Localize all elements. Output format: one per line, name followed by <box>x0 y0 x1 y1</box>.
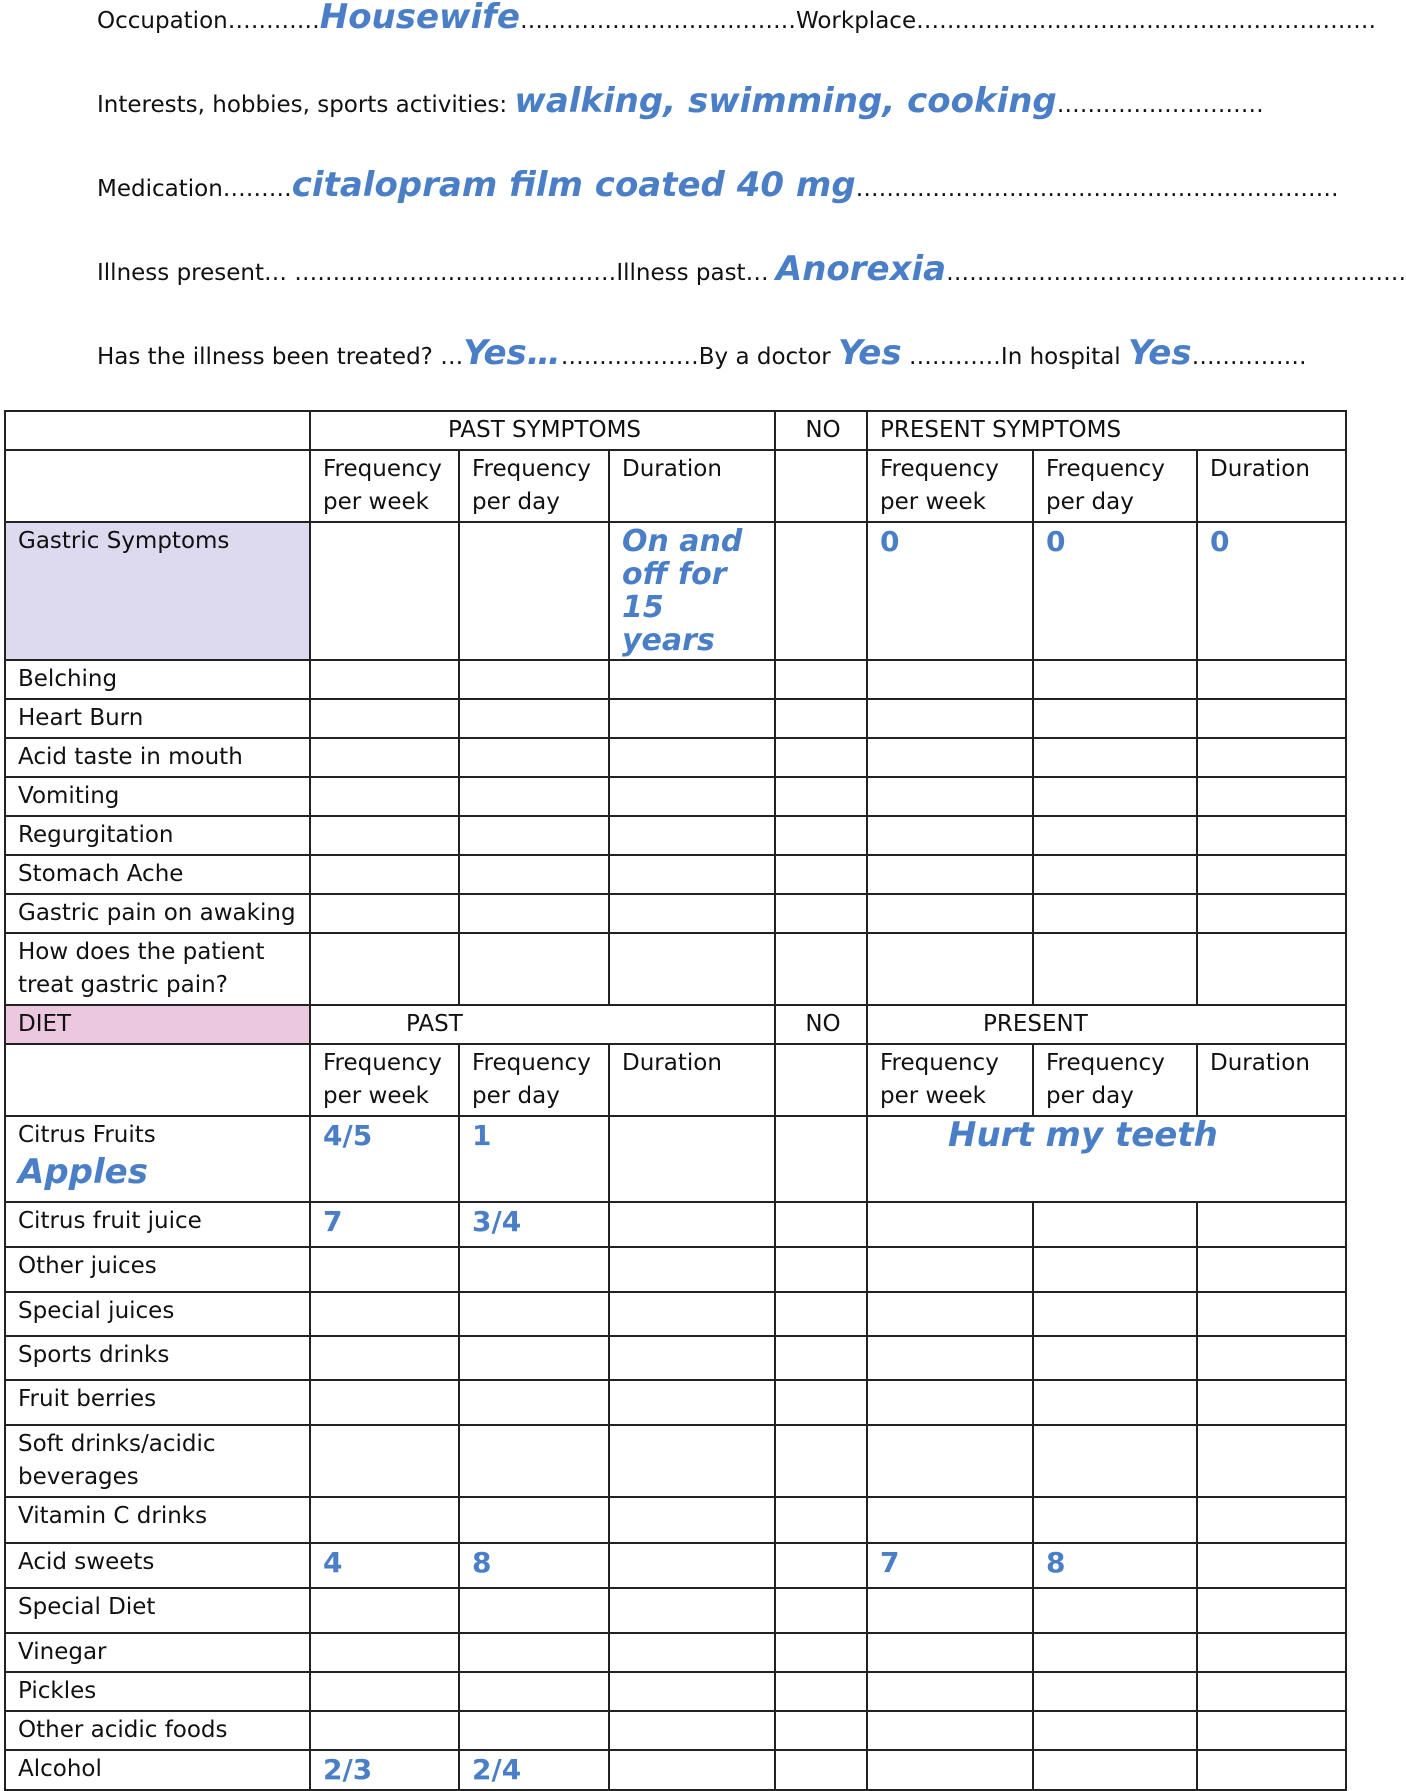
row-label: Gastric pain on awaking <box>5 894 310 933</box>
row-label: Acid sweets <box>5 1543 310 1588</box>
row-label: Belching <box>5 660 310 699</box>
juice-row <box>5 1202 1346 1247</box>
medication-value[interactable]: citalopram film coated 40 mg <box>291 165 856 205</box>
occupation-line <box>97 2 1376 36</box>
col-freq-day: Frequency per day <box>459 1044 609 1116</box>
citrus-present-note[interactable]: Hurt my teeth <box>867 1116 1346 1202</box>
illness-line <box>97 249 1406 289</box>
past-header: PAST <box>310 1005 775 1044</box>
row-label: Other acidic foods <box>5 1711 310 1750</box>
col-duration: Duration <box>609 450 775 522</box>
citrus-label: Citrus Fruits <box>18 1122 156 1148</box>
citrus-row <box>5 1116 1346 1202</box>
cell[interactable] <box>310 522 459 660</box>
table-row <box>5 1425 1346 1497</box>
alcohol-row <box>5 1750 1346 1790</box>
table-row <box>5 855 1346 894</box>
alcohol-past-week[interactable]: 2/3 <box>310 1750 459 1790</box>
medication-label: Medication……… <box>97 176 292 202</box>
row-label: Alcohol <box>5 1750 310 1790</box>
col-duration: Duration <box>1197 450 1346 522</box>
table-row <box>5 1672 1346 1711</box>
doctor-dots: ………… <box>908 344 1001 370</box>
occupation-dots: ……………………………… <box>519 8 796 34</box>
blank-cell <box>775 450 867 522</box>
col-duration: Duration <box>1197 1044 1346 1116</box>
table-row <box>5 777 1346 816</box>
table-row <box>5 738 1346 777</box>
table-row <box>5 1247 1346 1292</box>
acid-past-week[interactable]: 4 <box>310 1543 459 1588</box>
medication-dots: ……………………………………………………… <box>855 176 1339 202</box>
col-freq-week: Frequency per week <box>867 1044 1033 1116</box>
row-label: Vinegar <box>5 1633 310 1672</box>
diet-label: DIET <box>5 1005 310 1044</box>
treated-line <box>97 333 1307 373</box>
interests-label: Interests, hobbies, sports activities: <box>97 92 508 118</box>
citrus-label-cell <box>5 1116 310 1202</box>
table-row <box>5 1380 1346 1425</box>
table-row <box>5 816 1346 855</box>
row-label: Special Diet <box>5 1588 310 1633</box>
row-label: Vomiting <box>5 777 310 816</box>
row-label: Fruit berries <box>5 1380 310 1425</box>
table-row <box>5 1292 1346 1336</box>
col-freq-week: Frequency per week <box>867 450 1033 522</box>
row-label: Other juices <box>5 1247 310 1292</box>
table-row <box>5 1711 1346 1750</box>
illness-past-dots: …………………………………………………… <box>946 260 1406 286</box>
symptoms-diet-table <box>4 410 1347 1791</box>
interests-dots: ……………………… <box>1056 92 1264 118</box>
treated-label: Has the illness been treated? … <box>97 344 464 370</box>
row-label: How does the patient treat gastric pain? <box>5 933 310 1005</box>
workplace-label[interactable]: Workplace…………………………………………………… <box>795 8 1377 34</box>
diet-subheader-row <box>5 1044 1346 1116</box>
hospital-label: In hospital <box>1000 344 1121 370</box>
col-freq-day: Frequency per day <box>1033 450 1197 522</box>
medication-line <box>97 165 1339 205</box>
interests-line <box>97 81 1264 121</box>
juice-past-day[interactable]: 3/4 <box>459 1202 609 1247</box>
col-freq-week: Frequency per week <box>310 1044 459 1116</box>
cell[interactable] <box>775 522 867 660</box>
gastric-present-duration[interactable]: 0 <box>1197 522 1346 660</box>
table-row <box>5 1497 1346 1543</box>
hospital-value[interactable]: Yes <box>1128 333 1192 373</box>
table-row <box>5 1588 1346 1633</box>
citrus-past-week[interactable]: 4/5 <box>310 1116 459 1202</box>
no-header: NO <box>775 411 867 450</box>
illness-past-value[interactable]: Anorexia <box>775 249 947 289</box>
illness-present-label[interactable]: Illness present… …………………………………… <box>97 260 617 286</box>
treated-dots: ……………… <box>560 344 699 370</box>
hospital-dots: …………… <box>1191 344 1307 370</box>
occupation-value[interactable]: Housewife <box>319 0 520 37</box>
row-label: Heart Burn <box>5 699 310 738</box>
acid-sweets-row <box>5 1543 1346 1588</box>
col-freq-week: Frequency per week <box>310 450 459 522</box>
interests-value[interactable]: walking, swimming, cooking <box>514 81 1057 121</box>
doctor-value[interactable]: Yes <box>838 333 902 373</box>
illness-past-label: Illness past… <box>616 260 769 286</box>
row-label: Stomach Ache <box>5 855 310 894</box>
blank-cell <box>5 1044 310 1116</box>
doctor-label: By a doctor <box>698 344 831 370</box>
juice-past-week[interactable]: 7 <box>310 1202 459 1247</box>
treated-value[interactable]: Yes… <box>463 333 561 373</box>
occupation-label: Occupation………… <box>97 8 320 34</box>
symptoms-header-row <box>5 411 1346 450</box>
row-label: Vitamin C drinks <box>5 1497 310 1543</box>
col-freq-day: Frequency per day <box>459 450 609 522</box>
gastric-row <box>5 522 1346 660</box>
row-label: Soft drinks/acidic beverages <box>5 1425 310 1497</box>
acid-past-day[interactable]: 8 <box>459 1543 609 1588</box>
present-symptoms-header: PRESENT SYMPTOMS <box>867 411 1346 450</box>
no-header: NO <box>775 1005 867 1044</box>
present-header: PRESENT <box>867 1005 1346 1044</box>
acid-present-week[interactable]: 7 <box>867 1543 1033 1588</box>
row-label: Acid taste in mouth <box>5 738 310 777</box>
table-row <box>5 1633 1346 1672</box>
blank-cell <box>775 1044 867 1116</box>
table-row <box>5 933 1346 1005</box>
citrus-past-day[interactable]: 1 <box>459 1116 609 1202</box>
gastric-past-duration[interactable]: On and off for 15 years <box>609 522 775 660</box>
gastric-present-day[interactable]: 0 <box>1033 522 1197 660</box>
citrus-hand[interactable]: Apples <box>18 1152 148 1192</box>
gastric-label: Gastric Symptoms <box>5 522 310 660</box>
alcohol-past-day[interactable]: 2/4 <box>459 1750 609 1790</box>
col-freq-day: Frequency per day <box>1033 1044 1197 1116</box>
diet-header-row <box>5 1005 1346 1044</box>
table-row <box>5 894 1346 933</box>
acid-present-day[interactable]: 8 <box>1033 1543 1197 1588</box>
blank-cell <box>5 411 310 450</box>
col-duration: Duration <box>609 1044 775 1116</box>
row-label: Pickles <box>5 1672 310 1711</box>
cell[interactable] <box>459 522 609 660</box>
row-label: Sports drinks <box>5 1336 310 1380</box>
table-row <box>5 1336 1346 1380</box>
gastric-present-week[interactable]: 0 <box>867 522 1033 660</box>
symptoms-subheader-row <box>5 450 1346 522</box>
table-row <box>5 699 1346 738</box>
row-label: Regurgitation <box>5 816 310 855</box>
past-symptoms-header: PAST SYMPTOMS <box>310 411 775 450</box>
blank-cell <box>5 450 310 522</box>
table-row <box>5 660 1346 699</box>
row-label: Citrus fruit juice <box>5 1202 310 1247</box>
row-label: Special juices <box>5 1292 310 1336</box>
